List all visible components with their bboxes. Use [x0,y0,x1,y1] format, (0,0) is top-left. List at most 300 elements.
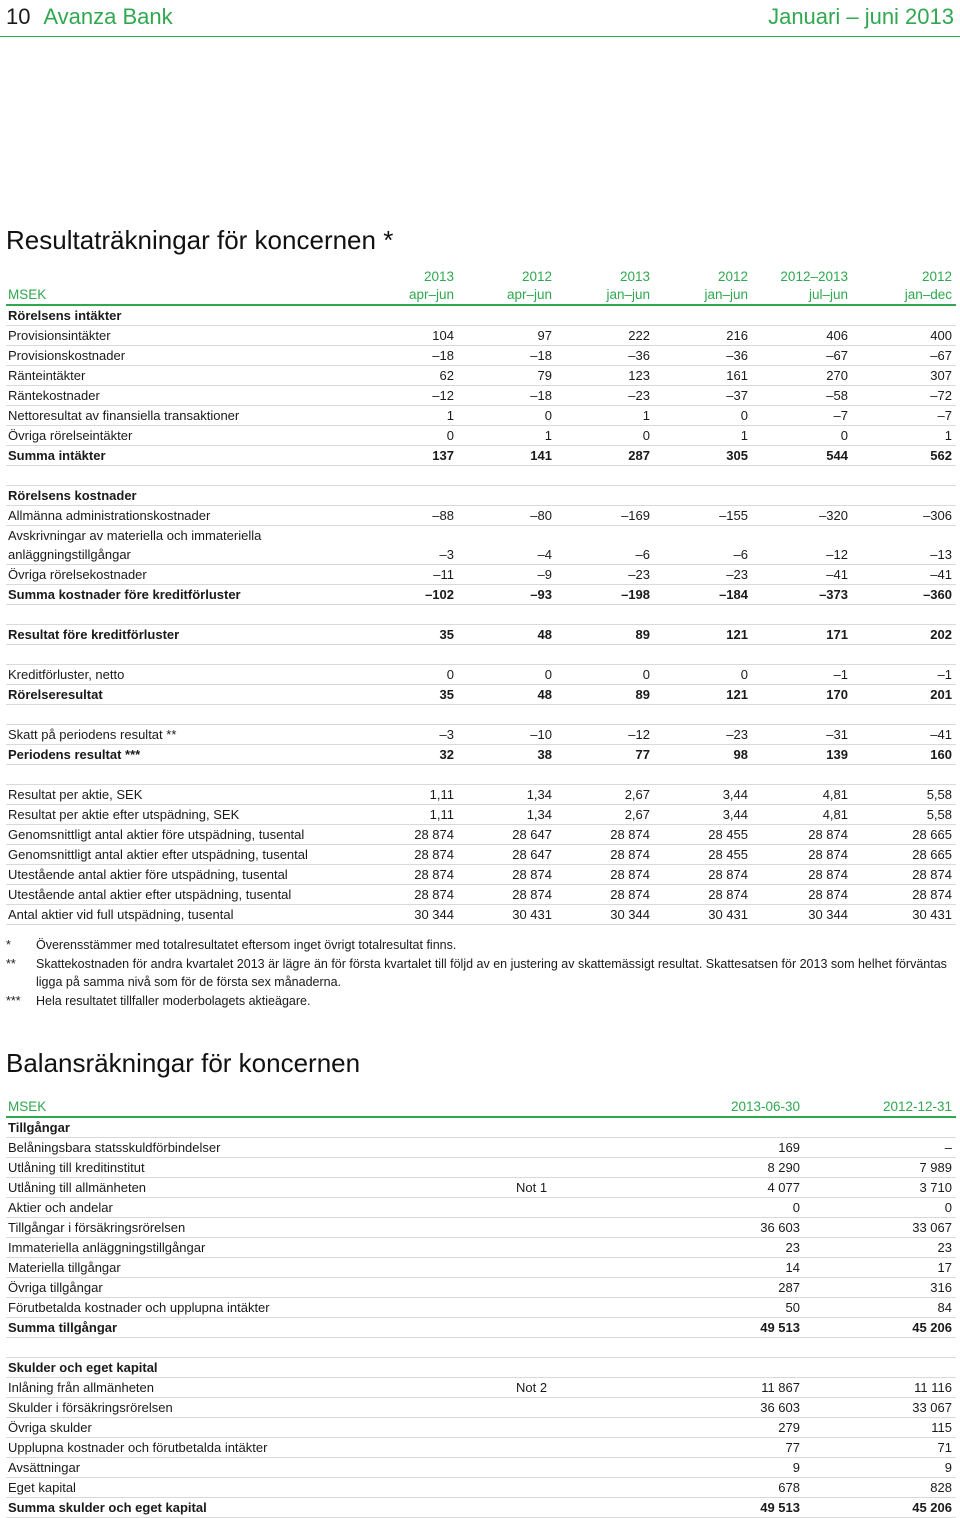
balance-sheet-table [6,1098,956,1518]
column-period: apr–jun [458,286,556,305]
row-value [704,1117,804,1138]
row-value: –41 [852,725,956,745]
page-number: 10 [6,4,31,29]
table-row [6,526,956,565]
row-value: 23 [804,1238,956,1258]
column-year: 2012–2013 [780,269,848,284]
row-label: Rörelsens kostnader [6,486,358,506]
row-value: –6 [556,526,654,565]
header-blank [514,1098,704,1117]
row-value: 62 [358,366,458,386]
row-label: Summa kostnader före kreditförluster [6,585,358,605]
row-label: Periodens resultat *** [6,745,358,765]
row-value: –11 [358,565,458,585]
table-row [6,486,956,506]
row-value: 71 [804,1438,956,1458]
row-value: 0 [752,426,852,446]
row-value: 4,81 [752,785,852,805]
row-value: 28 455 [654,845,752,865]
table-row [6,386,956,406]
row-value: 1,34 [458,785,556,805]
row-value: 121 [654,625,752,645]
row-label: Provisionsintäkter [6,326,358,346]
row-value: 28 874 [358,825,458,845]
spacer-cell [6,645,956,665]
row-value: –360 [852,585,956,605]
row-note-ref [514,1478,704,1498]
row-value: 0 [704,1198,804,1218]
table-row [6,825,956,845]
column-period: jan–jun [654,286,752,305]
row-value: 216 [654,326,752,346]
row-value: 160 [852,745,956,765]
table-row [6,1218,956,1238]
row-value [358,486,458,506]
row-value: –4 [458,526,556,565]
row-value: 33 067 [804,1218,956,1238]
row-value [852,305,956,326]
row-value [458,305,556,326]
row-value: 1 [358,406,458,426]
table-row [6,1238,956,1258]
table-row [6,565,956,585]
row-value: 1,11 [358,805,458,825]
footnote-text: Hela resultatet tillfaller moderbolagets aktieägare. [36,993,311,1008]
row-value: 49 513 [704,1498,804,1518]
row-value: 170 [752,685,852,705]
column-year: 2013 [423,269,454,284]
row-value: 33 067 [804,1398,956,1418]
row-value: 84 [804,1298,956,1318]
row-value: 35 [358,685,458,705]
row-note-ref [514,1198,704,1218]
row-value: –3 [358,725,458,745]
row-value: –41 [852,565,956,585]
row-value: 14 [704,1258,804,1278]
row-value: –18 [358,346,458,366]
row-value: 48 [458,685,556,705]
row-value: 28 874 [752,845,852,865]
row-value: 1 [556,406,654,426]
column-year: 2012 [921,269,952,284]
row-note-ref: Not 1 [514,1178,704,1198]
table-row [6,685,956,705]
footnote-text: Överensstämmer med totalresultatet eftersom inget övrigt totalresultat finns. [36,938,457,952]
row-value: –13 [852,526,956,565]
row-label: Upplupna kostnader och förutbetalda intäkter [6,1438,514,1458]
table-row [6,1378,956,1398]
row-value: –155 [654,506,752,526]
unit-label: MSEK [6,286,358,305]
table-row [6,1498,956,1518]
row-value: –80 [458,506,556,526]
footnote-text: Skattekostnaden för andra kvartalet 2013 är lägre än för första kvartalet till följd av en justering av skattemässigt resultat. Skattesatsen för 2013 som helhet förväntas ligga på samma nivå som för de första sex månaderna. [36,956,947,989]
row-value: 141 [458,446,556,466]
row-value: 202 [852,625,956,645]
table-row [6,326,956,346]
header-blank [6,268,358,286]
row-value: 0 [358,665,458,685]
table-row [6,785,956,805]
table-row [6,845,956,865]
row-value: 23 [704,1238,804,1258]
row-label: Rörelseresultat [6,685,358,705]
table-row [6,625,956,645]
spacer-row [6,466,956,486]
table-row [6,1458,956,1478]
row-value: –18 [458,346,556,366]
row-value: 9 [704,1458,804,1478]
table-row [6,865,956,885]
row-value: –23 [556,386,654,406]
row-value [704,1358,804,1378]
row-value [804,1117,956,1138]
row-value [556,305,654,326]
row-value: 48 [458,625,556,645]
row-value: 28 874 [358,845,458,865]
row-note-ref [514,1318,704,1338]
row-label: Materiella tillgångar [6,1258,514,1278]
row-value: 279 [704,1418,804,1438]
row-value: 9 [804,1458,956,1478]
spacer-row [6,765,956,785]
row-label: Övriga tillgångar [6,1278,514,1298]
row-value: 28 647 [458,845,556,865]
row-label: Genomsnittligt antal aktier före utspädning, tusental [6,825,358,845]
table-row [6,805,956,825]
row-label: Ränteintäkter [6,366,358,386]
row-value: 1,34 [458,805,556,825]
row-label: Allmänna administrationskostnader [6,506,358,526]
spacer-cell [6,765,956,785]
row-value: –12 [752,526,852,565]
income-statement-table [6,268,956,925]
row-value: –184 [654,585,752,605]
row-label: Immateriella anläggningstillgångar [6,1238,514,1258]
row-value [358,305,458,326]
column-period: jul–jun [752,286,852,305]
row-value: 28 647 [458,825,556,845]
table-row [6,1318,956,1338]
spacer-row [6,645,956,665]
table-row [6,1178,956,1198]
row-value: 28 874 [852,885,956,905]
row-label: Tillgångar i försäkringsrörelsen [6,1218,514,1238]
row-value: 30 431 [654,905,752,925]
row-label: Utestående antal aktier efter utspädning, tusental [6,885,358,905]
row-value: –23 [654,725,752,745]
row-value [752,486,852,506]
row-value: 28 455 [654,825,752,845]
row-value: 30 344 [752,905,852,925]
table-row [6,1438,956,1458]
row-value: 307 [852,366,956,386]
row-value: –37 [654,386,752,406]
row-value: 0 [556,426,654,446]
row-label: Rörelsens intäkter [6,305,358,326]
row-value: 0 [654,665,752,685]
row-label: Förutbetalda kostnader och upplupna intäkter [6,1298,514,1318]
row-value: 79 [458,366,556,386]
row-value: –67 [752,346,852,366]
row-value: 161 [654,366,752,386]
row-value: – [804,1138,956,1158]
table-row [6,1298,956,1318]
table-row [6,1398,956,1418]
row-value: 828 [804,1478,956,1498]
table-row [6,426,956,446]
row-value: 28 665 [852,845,956,865]
row-value: 3,44 [654,785,752,805]
row-label: Genomsnittligt antal aktier efter utspädning, tusental [6,845,358,865]
row-value: –6 [654,526,752,565]
row-value: –67 [852,346,956,366]
row-value: 28 874 [752,885,852,905]
row-note-ref [514,1358,704,1378]
row-value [556,486,654,506]
column-header-dates [6,1098,956,1117]
row-value: 30 431 [852,905,956,925]
row-value: 89 [556,625,654,645]
row-value: 222 [556,326,654,346]
row-value: 28 874 [654,865,752,885]
row-label: Eget kapital [6,1478,514,1498]
table-row [6,905,956,925]
footnote-marker: ** [6,956,16,971]
row-label: Summa intäkter [6,446,358,466]
row-label: Skulder och eget kapital [6,1358,514,1378]
row-value: 5,58 [852,785,956,805]
column-header-years [6,268,956,286]
row-value: 121 [654,685,752,705]
row-value: 28 874 [458,885,556,905]
row-value: 2,67 [556,805,654,825]
table-row [6,366,956,386]
row-value: 28 874 [556,825,654,845]
row-value: 7 989 [804,1158,956,1178]
row-label: Övriga skulder [6,1418,514,1438]
unit-label: MSEK [6,1098,514,1117]
row-label: Skatt på periodens resultat ** [6,725,358,745]
row-label: Nettoresultat av finansiella transaktioner [6,406,358,426]
row-label: Resultat per aktie efter utspädning, SEK [6,805,358,825]
row-value: –41 [752,565,852,585]
row-value: –12 [358,386,458,406]
table-row [6,305,956,326]
table-row [6,1117,956,1138]
table-row [6,1278,956,1298]
row-label: Utlåning till kreditinstitut [6,1158,514,1178]
row-label: Antal aktier vid full utspädning, tusental [6,905,358,925]
row-value: 316 [804,1278,956,1298]
row-label: Utlåning till allmänheten [6,1178,514,1198]
row-value: 28 874 [358,885,458,905]
row-value: 38 [458,745,556,765]
table-row [6,1158,956,1178]
row-value [804,1358,956,1378]
row-value: –36 [654,346,752,366]
row-note-ref [514,1258,704,1278]
row-label: Tillgångar [6,1117,514,1138]
row-value: –306 [852,506,956,526]
row-value: 45 206 [804,1498,956,1518]
row-note-ref [514,1158,704,1178]
row-value: 17 [804,1258,956,1278]
footnote-marker: * [6,938,11,952]
row-value: 123 [556,366,654,386]
row-value: 97 [458,326,556,346]
table-row [6,446,956,466]
footnote [6,936,958,955]
footnote-marker: *** [6,993,21,1008]
row-value: –7 [852,406,956,426]
row-value: 137 [358,446,458,466]
row-value: 28 874 [358,865,458,885]
table-row [6,1198,956,1218]
table-row [6,1358,956,1378]
spacer-cell [6,466,956,486]
table-row [6,725,956,745]
spacer-row [6,705,956,725]
spacer-cell [6,705,956,725]
row-value: 1 [458,426,556,446]
row-value [654,305,752,326]
row-value: –7 [752,406,852,426]
row-value: 0 [804,1198,956,1218]
table-row [6,406,956,426]
row-value: 0 [556,665,654,685]
row-label: Inlåning från allmänheten [6,1378,514,1398]
row-value: –93 [458,585,556,605]
row-value: 406 [752,326,852,346]
row-value: 287 [704,1278,804,1298]
row-label: Resultat per aktie, SEK [6,785,358,805]
row-value: –198 [556,585,654,605]
row-value: 36 603 [704,1218,804,1238]
row-value: –12 [556,725,654,745]
row-value: 28 874 [852,865,956,885]
income-statement-title: Resultaträkningar för koncernen * [6,225,394,255]
row-value [654,486,752,506]
row-value: 3,44 [654,805,752,825]
row-value: 28 874 [458,865,556,885]
row-value: 0 [458,665,556,685]
row-note-ref [514,1458,704,1478]
row-value: 169 [704,1138,804,1158]
row-value: 89 [556,685,654,705]
column-year: 2012 [521,269,552,284]
row-value: –88 [358,506,458,526]
row-note-ref [514,1117,704,1138]
row-label: Aktier och andelar [6,1198,514,1218]
row-value: 139 [752,745,852,765]
row-value: 270 [752,366,852,386]
row-value: 30 344 [358,905,458,925]
row-label: Resultat före kreditförluster [6,625,358,645]
row-note-ref [514,1498,704,1518]
table-row [6,885,956,905]
row-value: 678 [704,1478,804,1498]
balance-sheet-title: Balansräkningar för koncernen [6,1048,361,1078]
row-note-ref [514,1238,704,1258]
company-name: Avanza Bank [43,4,173,29]
row-value: 171 [752,625,852,645]
row-note-ref [514,1278,704,1298]
row-value: 28 874 [556,865,654,885]
footnote [6,992,958,1011]
table-row [6,585,956,605]
row-label: Kreditförluster, netto [6,665,358,685]
column-date: 2013-06-30 [704,1098,804,1117]
column-period: apr–jun [358,286,458,305]
row-value: –320 [752,506,852,526]
row-note-ref [514,1138,704,1158]
row-value: 28 665 [852,825,956,845]
row-value: –9 [458,565,556,585]
row-label: Avskrivningar av materiella och immateriella anläggningstillgångar [6,526,358,565]
row-value: 36 603 [704,1398,804,1418]
page-header [0,0,960,37]
row-label: Provisionskostnader [6,346,358,366]
table-row [6,745,956,765]
row-note-ref [514,1438,704,1458]
table-row [6,665,956,685]
row-value [852,486,956,506]
row-label: Utestående antal aktier före utspädning, tusental [6,865,358,885]
row-note-ref: Not 2 [514,1378,704,1398]
row-value: 400 [852,326,956,346]
column-header-periods [6,286,956,305]
table-row [6,1258,956,1278]
row-value: 28 874 [752,865,852,885]
table-row [6,1418,956,1438]
row-value: –373 [752,585,852,605]
row-value: 11 867 [704,1378,804,1398]
row-value: 49 513 [704,1318,804,1338]
row-value: –169 [556,506,654,526]
row-value: 1 [852,426,956,446]
row-value: 1,11 [358,785,458,805]
row-value: –102 [358,585,458,605]
table-row [6,1138,956,1158]
row-value: 544 [752,446,852,466]
table-row [6,346,956,366]
row-value: 305 [654,446,752,466]
row-value: –23 [654,565,752,585]
row-note-ref [514,1298,704,1318]
column-period: jan–dec [852,286,956,305]
row-value: 30 431 [458,905,556,925]
row-value [458,486,556,506]
column-date: 2012-12-31 [804,1098,956,1117]
row-value: 77 [704,1438,804,1458]
row-value: –23 [556,565,654,585]
row-value: –3 [358,526,458,565]
row-value: 32 [358,745,458,765]
row-value: 562 [852,446,956,466]
header-left [6,4,173,30]
row-value: 30 344 [556,905,654,925]
row-label: Övriga rörelsekostnader [6,565,358,585]
report-period: Januari – juni 2013 [768,4,954,29]
row-label: Belåningsbara statsskuldförbindelser [6,1138,514,1158]
row-value: 8 290 [704,1158,804,1178]
footnotes [6,936,958,1010]
row-value: 0 [458,406,556,426]
row-value: 77 [556,745,654,765]
table-row [6,1478,956,1498]
row-value: 45 206 [804,1318,956,1338]
